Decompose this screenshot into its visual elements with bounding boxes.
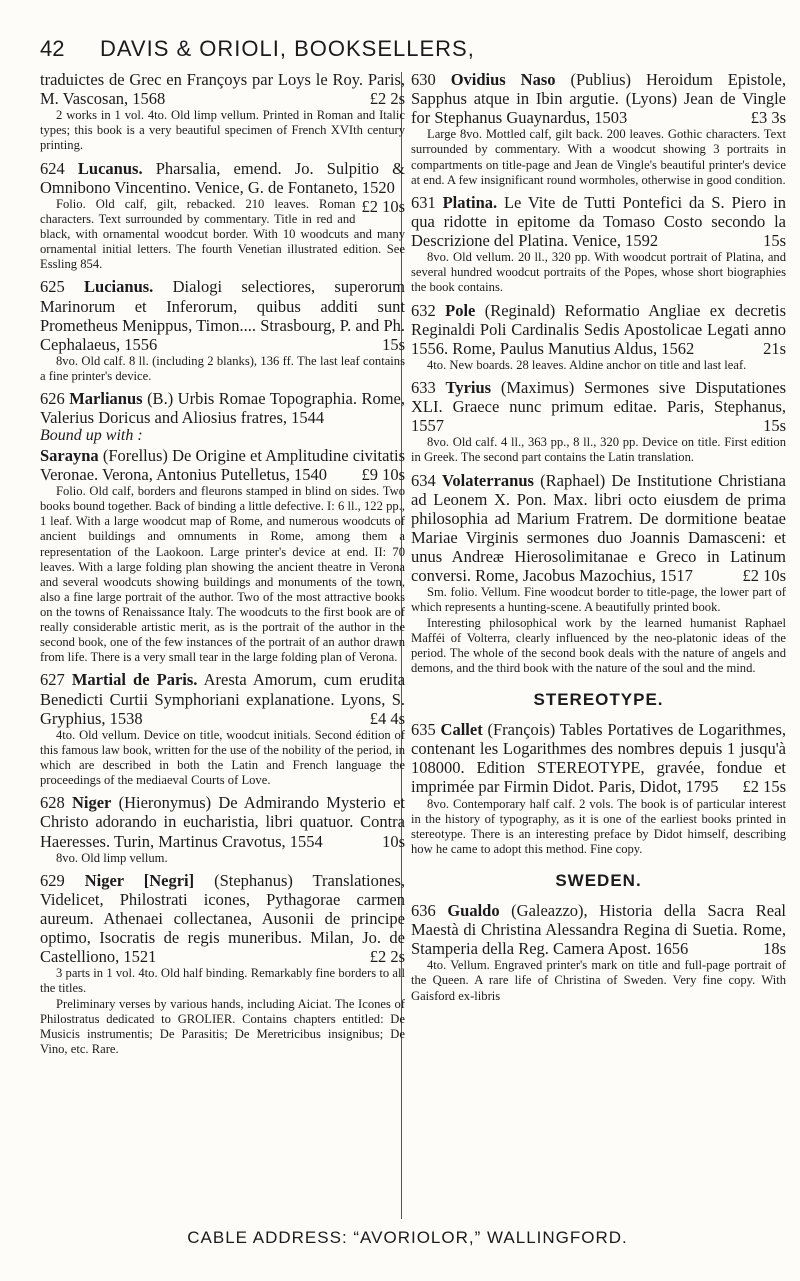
entry-634 (411, 471, 786, 676)
entry-author: Platina. (442, 192, 498, 212)
section-heading-sweden: SWEDEN. (555, 870, 642, 890)
entry-description: 4to. Old vellum. Device on title, woodcut initials. Second édition of this famous law book, written for the use of the nobility of the period, in which are described in both the Latin and French language the proceedings of the mediaeval Courts of Love. (40, 727, 405, 788)
bound-with-note: Bound up with : (40, 427, 143, 445)
right-column (411, 70, 786, 1004)
entry-author: Volaterranus (441, 470, 534, 490)
entry-author: Niger (71, 793, 112, 813)
entry-description: 8vo. Contemporary half calf. 2 vols. The book is of particular interest in the history of typography, as it is one of the earliest books printed in stereotype. There is an interesting preface by Didot himself, describing how he came to adopt this method. Fine copy. (411, 796, 786, 856)
entry-description: 8vo. Old limp vellum. (56, 850, 168, 865)
running-head (40, 36, 775, 70)
entry-description: 8vo. Old calf. 8 ll. (including 2 blanks), 136 ff. The last leaf contains a fine printer's device. (40, 353, 405, 383)
entry-price: 15s (382, 334, 405, 354)
entry-title: (Publius) Heroidum Epistole, Sapphus atque in Ibin argutie. (Lyons) Jean de Vingle for Stephanus Guaynardus, 1503 (411, 70, 786, 128)
entry-author: Sarayna (40, 445, 99, 465)
entry-author: Marlianus (69, 389, 143, 409)
entry-description: Sm. folio. Vellum. Fine woodcut border to title-page, the lower part of which represents a hunting-scene. A beautifully printed book. (411, 585, 786, 615)
entry-626 (40, 389, 405, 665)
entry-number: 635 (411, 720, 436, 739)
entry-632 (411, 301, 786, 373)
entry-number: 628 (40, 793, 65, 813)
entry-number: 633 (411, 378, 436, 397)
entry-price: £2 10s (361, 196, 405, 216)
entry-631 (411, 193, 786, 296)
entry-635 (411, 720, 786, 857)
entry-624 (40, 159, 405, 273)
entry-description: 4to. Vellum. Engraved printer's mark on title and full-page portrait of the Queen. A rare life of Christina of Sweden. Very fine copy. With Gaisford ex-libris (411, 958, 786, 1003)
entry-number: 631 (411, 192, 436, 212)
entry-description: 4to. New boards. 28 leaves. Aldine anchor on title and last leaf. (427, 357, 747, 372)
entry-description: 3 parts in 1 vol. 4to. Old half binding. Remarkably fine borders to all the titles. (40, 966, 405, 996)
entry-number: 632 (411, 300, 436, 320)
entry-title: (Maximus) Sermones sive Disputationes XLI. Graece nunc primum editae. Paris, Stephanus, 1557 (411, 378, 786, 436)
entry-price: £9 10s (361, 465, 405, 485)
entry-title: (Hieronymus) De Admirando Mysterio et Christo adorando in eucharistia, libri quatuor. Contra Haeresses. Turin, Martinus Cravotus, 1554 (40, 793, 405, 851)
entry-author: Gualdo (447, 900, 500, 920)
entry-price: 15s (763, 416, 786, 436)
entry-author: Tyrius (445, 378, 492, 397)
entry-description: 8vo. Old calf. 4 ll., 363 pp., 8 ll., 320 pp. Device on title. First edition in Greek. The second part contains the Latin translation. (411, 435, 786, 465)
entry-description: 2 works in 1 vol. 4to. Old limp vellum. Printed in Roman and Italic types; this book is a very beautiful specimen of French XVIth century printing. (40, 108, 405, 153)
entry-title: (Reginald) Reformatio Angliae ex decretis Reginaldi Poli Cardinalis Sedis Apostolicae Legati anno 1556. Rome, Paulus Manutius Aldus, 1562 (411, 300, 787, 358)
header-title: DAVIS & ORIOLI, BOOKSELLERS, (100, 36, 475, 61)
entry-continued (40, 70, 405, 154)
left-column (40, 70, 405, 1057)
entry-description-2: Preliminary verses by various hands, including Aiciat. The Icones of Philostratus dedicated to GROLIER. Contains chapters entitled: De Musicis instrumentis; De Parasitis; De Meretricibus insignibus; De Vino, etc. Rare. (40, 996, 405, 1056)
section-heading-stereotype: STEREOTYPE. (533, 690, 664, 709)
entry-price: £2 15s (742, 777, 786, 797)
entry-price: 21s (763, 338, 786, 358)
entry-number: 630 (411, 70, 436, 89)
entry-number: 625 (40, 277, 65, 297)
entry-title: (François) Tables Portatives de Logarithmes, contenant les Logarithmes des nombres depuis 1 jusqu'à 108000. Edition STEREOTYPE, gravée, fondue et imprimée par Firmin Didot. Paris, Didot, 1795 (411, 720, 787, 797)
entry-625 (40, 277, 405, 384)
entry-author: Lucanus. (77, 158, 143, 178)
entry-description: Folio. Old calf, gilt, rebacked. 210 leaves. Roman characters. Text surrounded by commentary. Title in red and black, with ornamental woodcut border. With 10 woodcuts and many ornamental initial letters. The fourth Venetian illustrated edition. See Essling 854. (40, 196, 405, 272)
entry-number: 634 (411, 470, 436, 490)
entry-author: Niger [Negri] (84, 870, 195, 890)
entry-630 (411, 70, 786, 188)
entry-number: 626 (40, 389, 65, 409)
entry-price: 10s (382, 831, 405, 851)
entry-number: 627 (40, 670, 65, 690)
entry-author: Martial de Paris. (71, 670, 198, 690)
entry-price: 18s (763, 939, 786, 959)
entry-author: Lucianus. (84, 277, 154, 297)
entry-price: £4 4s (369, 708, 405, 728)
entry-title: (Forellus) De Origine et Amplitudine civitatis Veronae. Verona, Antonius Putelletus, 1540 (40, 445, 405, 485)
entry-price: £3 3s (750, 108, 786, 128)
entry-title: Aresta Amorum, cum erudita Benedicti Curtii Symphoriani explanatione. Lyons, S. Gryphius, 1538 (40, 670, 406, 728)
entry-description: Folio. Old calf, borders and fleurons stamped in blind on sides. Two books bound together. Back of binding a little defective. I: 6 ll., 122 pp., 1 leaf. With a large woodcut map of Rome, and numerous woodcuts of ancient buildings and omnuments in Rome, among them a representation of the Laokoon. Large printer's device at end. II: 70 leaves. With a large folding plan showing the ancient theatre in Verona and several woodcuts showing buildings and monuments of the town, also a fine large portrait of the author. Two of the most attractive books on the towns of Renaissance Italy. The woodcuts to the first book are of really considerable artistic merit, as is the portrait of the author in the second book, one of the few instances of the portrait of an author drawn from life. There is a very small tear in the large folding plan of Verona. (40, 484, 405, 665)
entry-title: (Raphael) De Institutione Christiana ad Leonem X. Pon. Max. libri octo eiusdem de prima philosophia ad Marium Fratrem. De dormitione beatae Mariae Virginis sermones duo Joannis Damasceni: et unus Andreæ Hierosolimitanae e Greco in Latinum conversi. Rome, Jacobus Mazochius, 1517 (411, 470, 787, 586)
entry-number: 636 (411, 900, 436, 920)
entry-price: £2 2s (369, 947, 405, 967)
entry-title: traduictes de Grec en Françoys par Loys le Roy. Paris, M. Vascosan, 1568 (40, 70, 405, 109)
entry-title: Le Vite de Tutti Pontefici da S. Piero in qua ridotte in epitome da Tomaso Costo secondo la Descrizione del Platina. Venice, 1592 (411, 192, 786, 251)
entry-description-2: Interesting philosophical work by the learned humanist Raphael Mafféi of Volterra, clearly influenced by the neo-platonic ideas of the period. The whole of the second book deals with the nature of angels and demons, and the third book with the nature of the soul and the mind. (411, 615, 786, 675)
entry-title: (B.) Urbis Romae Topographia. Rome, Valerius Doricus and Aliosius fratres, 1544 (40, 389, 406, 428)
entry-description: 8vo. Old vellum. 20 ll., 320 pp. With woodcut portrait of Platina, and several hundred woodcut portraits of the Popes, whose short biographies the book contains. (411, 250, 786, 295)
entry-636 (411, 901, 786, 1004)
page-number: 42 (40, 36, 65, 61)
entry-title: Dialogi selectiores, superorum Marinorum et Inferorum, quibus additi sunt Prometheus Menippus, Timon.... Strasbourg, P. and Ph. Cephalaeus, 1556 (40, 277, 405, 354)
entry-price: £2 2s (369, 89, 405, 109)
footer-cable-address: CABLE ADDRESS: “AVORIOLOR,” WALLINGFORD. (187, 1228, 628, 1247)
entry-title: (Galeazzo), Historia della Sacra Real Maestà di Christina Alessandra Regina di Suetia. Rome, Stamperia della Reg. Camera Apost. 1656 (411, 900, 786, 959)
entry-number: 624 (40, 158, 65, 178)
entry-author: Pole (445, 300, 476, 320)
entry-price: £2 10s (742, 566, 786, 586)
entry-author: Callet (440, 720, 483, 739)
entry-author: Ovidius Naso (450, 70, 556, 89)
entry-627 (40, 670, 405, 788)
entry-number: 629 (40, 870, 65, 890)
entry-628 (40, 793, 405, 865)
entry-633 (411, 378, 786, 466)
entry-title: Pharsalia, emend. Jo. Sulpitio & Omnibono Vincentino. Venice, G. de Fontaneto, 1520 (40, 158, 406, 197)
entry-title: (Stephanus) Translationes, Videlicet, Philostrati icones, Pythagorae carmen aureum. Athenaei collectanea, Ausonii de principe optimo, Isocratis de regis muneribus. Milan, Jo. de Castelliono, 1521 (40, 870, 405, 967)
entry-price: 15s (763, 231, 786, 251)
entry-description: Large 8vo. Mottled calf, gilt back. 200 leaves. Gothic characters. Text surrounded by commentary. With a woodcut showing 3 portraits in compartments on title-page and Jean de Vingle's beautiful printer's device at end. A few insignificant round wormholes, otherwise in good condition. (411, 127, 786, 187)
entry-629 (40, 871, 405, 1057)
